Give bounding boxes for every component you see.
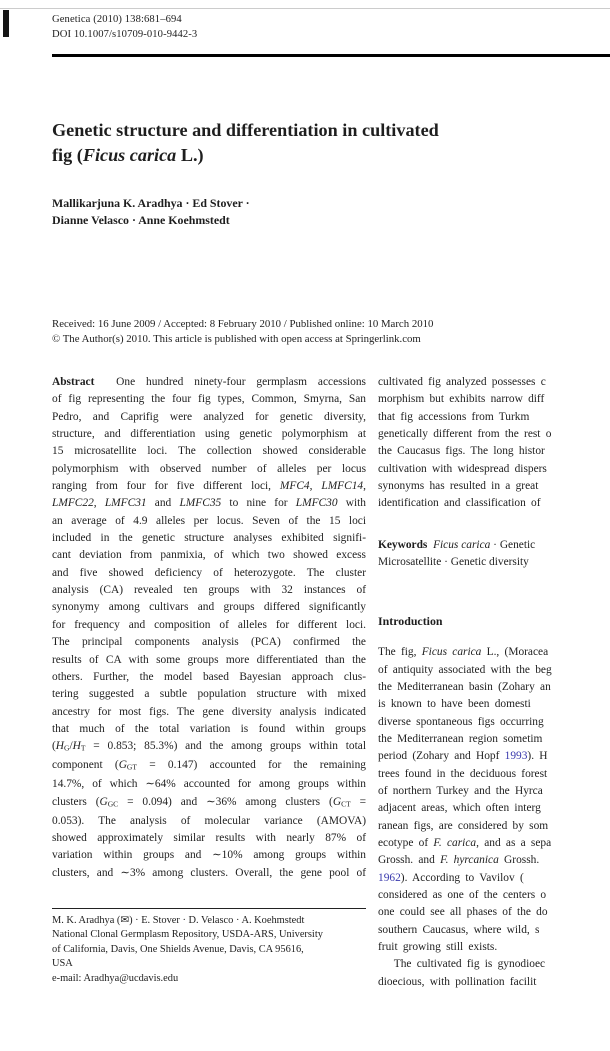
intro-text-line: dioecious, with pollination facilit: [378, 975, 537, 988]
abstract-text-line: morphism but exhibits narrow diff: [378, 393, 545, 406]
abstract-text-line: 0.053). The analysis of molecular variance (AMOVA): [52, 814, 366, 827]
intro-text-line: adjacent areas, which often interg: [378, 802, 541, 815]
abstract-text-line: results of CA with some groups more differentiated than the: [52, 653, 366, 666]
text-run: Ficus carica: [421, 646, 482, 659]
right-column: [378, 374, 610, 991]
abstract-text-line: 15 microsatellite loci. The collection showed considerable: [52, 445, 366, 458]
abstract-text-line: Abstract One hundred ninety-four germplasm accessions: [52, 376, 366, 388]
abstract-text-line: cultivation with widespread dispers: [378, 462, 547, 475]
keywords-line-2: Microsatellite · Genetic diversity: [378, 556, 529, 569]
intro-text-line: considered as one of the centers o: [378, 889, 547, 902]
footnote-line: of California, Davis, One Shields Avenue, Davis, CA 95616,: [52, 943, 304, 955]
text-run: Ficus carica: [433, 538, 491, 551]
intro-text-line: the Mediterranean basin (Zohary an: [378, 680, 551, 693]
header-rule: [52, 54, 610, 57]
abstract-text-line: included in the genetic structure analyses exhibited signifi-: [52, 532, 366, 545]
article-dates: [52, 317, 433, 346]
abstract-text-line: ranging from four for five different loci, MFC4, LMFC14,: [52, 480, 366, 493]
abstract-text-line: that much of the total variation is found within groups: [52, 722, 366, 735]
intro-text-line: The fig, Ficus carica L., (Moracea: [378, 646, 549, 659]
citation-link[interactable]: 1993: [504, 750, 528, 763]
abstract-column: [52, 374, 366, 882]
text-run: F. hyrcanica: [440, 854, 499, 867]
abstract-text-line: (HG/HT = 0.853; 85.3%) and the among groups within total: [52, 740, 366, 753]
abstract-text-line: synonymy among cultivars and groups differed significantly: [52, 601, 366, 614]
authors-line-1: Mallikarjuna K. Aradhya · Ed Stover ·: [52, 196, 250, 210]
intro-text-line: fruit growing still exists.: [378, 941, 498, 954]
footnote-line: e-mail: Aradhya@ucdavis.edu: [52, 972, 179, 984]
text-run: H: [72, 740, 81, 753]
footnote-line: National Clonal Germplasm Repository, USDA-ARS, University: [52, 929, 323, 941]
text-run: Ficus carica: [82, 144, 177, 165]
intro-text-line: diverse spontaneous figs occurring: [378, 715, 544, 728]
intro-text-line: The cultivated fig is gynodioec: [378, 958, 546, 971]
introduction-heading: Introduction: [378, 614, 443, 629]
abstract-text-line: analysis (CA) revealed ten groups with 32 instances of: [52, 584, 366, 597]
abstract-text-line: Pedro, and Caprifig were analyzed for genetic diversity,: [52, 410, 366, 423]
text-run: GT: [126, 762, 137, 772]
top-divider: [0, 8, 610, 9]
text-run: LMFC22: [52, 497, 94, 510]
abstract-text-line: 14.7%, of which ∼64% accounted for among groups within: [52, 778, 366, 791]
text-run: Abstract: [52, 376, 95, 388]
intro-text-line: ecotype of F. carica, and as a sepa: [378, 837, 552, 850]
abstract-text-line: synonyms has resulted in a great: [378, 480, 539, 493]
intro-text-line: trees found in the deciduous forest: [378, 767, 548, 780]
text-run: MFC4: [279, 480, 310, 493]
abstract-text-line: tering suggested a subtle population structure with mixed: [52, 688, 366, 701]
abstract-text-line: the Caucasus figs. The long histor: [378, 445, 545, 458]
footnote-line: M. K. Aradhya (✉) · E. Stover · D. Velasco · A. Koehmstedt: [52, 915, 305, 926]
text-run: GC: [107, 799, 119, 809]
abstract-text-line: ancestry for most figs. The gene diversity analysis indicated: [52, 705, 366, 718]
intro-text-line: southern Caucasus, where wild, s: [378, 923, 540, 936]
authors: [52, 195, 250, 229]
authors-line-2: Dianne Velasco · Anne Koehmstedt: [52, 213, 230, 228]
keywords-line-1: Keywords Ficus carica · Genetic: [378, 538, 536, 551]
copyright-line: © The Author(s) 2010. This article is published with open access at Springerlink.com: [52, 332, 421, 345]
intro-text-line: period (Zohary and Hopf 1993). H: [378, 750, 548, 763]
intro-text-line: is known to have been domesti: [378, 698, 531, 711]
doi: DOI 10.1007/s10709-010-9442-3: [52, 29, 198, 41]
title-line-2: fig (Ficus carica L.): [52, 144, 204, 165]
text-run: LMFC31: [104, 497, 147, 510]
abstract-text-line: identification and classification of: [378, 497, 541, 510]
abstract-text-line: variation within groups and ∼10% among groups within: [52, 849, 366, 862]
text-run: Keywords: [378, 538, 428, 551]
intro-text-line: of antiquity associated with the beg: [378, 663, 552, 676]
title-line-1: Genetic structure and differentiation in cultivated: [52, 120, 439, 140]
received-accepted-line: Received: 16 June 2009 / Accepted: 8 February 2010 / Published online: 10 March 2010: [52, 318, 434, 330]
footnote-rule: [52, 908, 366, 909]
abstract-text-line: for frequency and composition of alleles for different loci.: [52, 618, 366, 631]
text-run: LMFC35: [179, 497, 222, 510]
text-run: G: [99, 795, 108, 808]
abstract-text-line: cant deviation from panmixia, of which two showed excess: [52, 549, 366, 562]
abstract-text-line: LMFC22, LMFC31 and LMFC35 to nine for LMFC30 with: [52, 497, 366, 510]
abstract-text-line: clusters, and ∼3% among clusters. Overall, the gene pool of: [52, 866, 366, 879]
text-run: LMFC14: [321, 480, 364, 493]
abstract-text-line: The principal components analysis (PCA) confirmed the: [52, 636, 366, 649]
text-run: G: [64, 743, 70, 753]
abstract-text-line: genetically different from the rest o: [378, 428, 552, 441]
citation-link[interactable]: 1962: [378, 871, 401, 884]
corner-mark: [3, 10, 9, 37]
abstract-continued: [378, 374, 610, 513]
abstract-text-line: cultivated fig analyzed possesses c: [378, 376, 546, 388]
abstract-text-line: structure, and differentiation using genetic polymorphism at: [52, 428, 366, 441]
introduction-text: [378, 644, 610, 991]
abstract-text-line: polymorphism with observed number of alleles per locus: [52, 462, 366, 475]
text-run: LMFC30: [295, 497, 338, 510]
journal-ref: Genetica (2010) 138:681–694: [52, 14, 182, 25]
text-run: CT: [341, 799, 351, 809]
abstract-text-line: clusters (GGC = 0.094) and ∼36% among clusters (GCT =: [52, 795, 366, 809]
intro-text-line: the Mediterranean region sometim: [378, 733, 543, 745]
abstract-text-line: of fig representing the four fig types, Common, Smyrna, San: [52, 393, 366, 406]
intro-text-line: Grossh. and F. hyrcanica Grossh.: [378, 854, 540, 867]
text-run: H: [55, 740, 65, 753]
text-run: G: [118, 759, 127, 772]
intro-text-line: of northern Turkey and the Hyrca: [378, 785, 543, 798]
intro-text-line: 1962). According to Vavilov (: [378, 871, 524, 884]
page-title: [52, 118, 552, 168]
abstract-text-line: that fig accessions from Turkm: [378, 410, 530, 423]
intro-text-line: ranean figs, are considered by som: [378, 819, 549, 832]
intro-text-line: one could see all phases of the do: [378, 906, 548, 919]
journal-header: [52, 12, 197, 43]
abstract-text-line: showed approximately similar results with nearly 87% of: [52, 831, 366, 844]
abstract-text-line: and five showed deficiency of heterozygote. The cluster: [52, 566, 366, 579]
text-run: T: [80, 743, 86, 753]
abstract-text-line: an average of 4.9 alleles per locus. Seven of the 15 loci: [52, 514, 366, 527]
abstract-text-line: component (GGT = 0.147) accounted for the remaining: [52, 759, 366, 772]
text-run: F. carica: [433, 837, 477, 850]
author-footnote: [52, 914, 387, 986]
footnote-line: USA: [52, 958, 73, 970]
abstract-text-line: others. Further, the model based Bayesian approach clus-: [52, 670, 366, 683]
text-run: G: [332, 795, 342, 808]
keywords-section: [378, 537, 610, 572]
